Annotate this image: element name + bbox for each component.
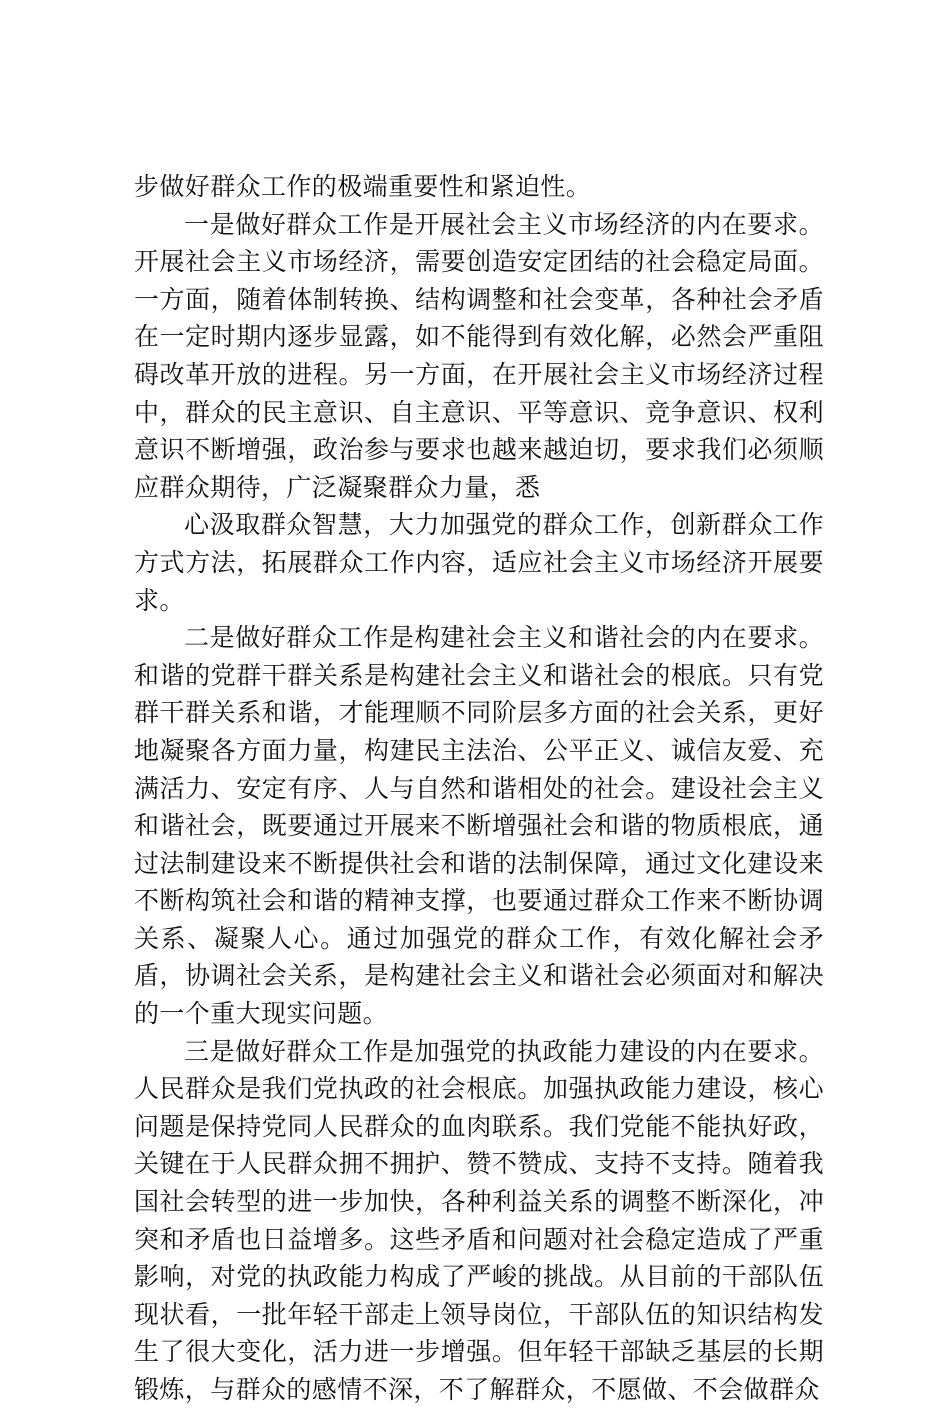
paragraph-market-economy: 一是做好群众工作是开展社会主义市场经济的内在要求。开展社会主义市场经济，需要创造安定团结的社会稳定局面。一方面，随着体制转换、结构调整和社会变革，各种社会矛盾在一定时期内逐步显露，如不能得到有效化解，必然会严重阻碍改革开放的进程。另一方面，在开展社会主义市场经济过程中，群众的民主意识、自主意识、平等意识、竞争意识、权利意识不断增强，政治参与要求也越来越迫切，要求我们必须顺应群众期待，广泛凝聚群众力量，悉 [134,209,824,502]
paragraph-continuation: 步做好群众工作的极端重要性和紧迫性。 [134,172,592,201]
paragraph-harmonious-society: 二是做好群众工作是构建社会主义和谐社会的内在要求。和谐的党群干群关系是构建社会主义和谐社会的根底。只有党群干群关系和谐，才能理顺不同阶层多方面的社会关系，更好地凝聚各方面力量，构建民主法治、公平正义、诚信友爱、充满活力、安定有序、人与自然和谐相处的社会。建设社会主义和谐社会，既要通过开展来不断增强社会和谐的物质根底，通过法制建设来不断提供社会和谐的法制保障，通过文化建设来不断构筑社会和谐的精神支撑，也要通过群众工作来不断协调关系、凝聚人心。通过加强党的群众工作，有效化解社会矛盾，协调社会关系，是构建社会主义和谐社会必须面对和解决的一个重大现实问题。 [134,623,824,1029]
paragraph-governing-capacity: 三是做好群众工作是加强党的执政能力建设的内在要求。人民群众是我们党执政的社会根底。加强执政能力建设，核心问题是保持党同人民群众的血肉联系。我们党能不能执好政，关键在于人民群众拥不拥护、赞不赞成、支持不支持。随着我国社会转型的进一步加快，各种利益关系的调整不断深化，冲突和矛盾也日益增多。这些矛盾和问题对社会稳定造成了严重影响，对党的执政能力构成了严峻的挑战。从目前的干部队伍现状看，一批年轻干部走上领导岗位，干部队伍的知识结构发生了很大变化，活力进一步增强。但年轻干部缺乏基层的长期锻炼，与群众的感情不深，不了解群众，不愿做、不会做群众 [134,1036,824,1404]
body-text [134,168,824,1409]
paragraph-market-economy-continued: 心汲取群众智慧，大力加强党的群众工作，创新群众工作方式方法，拓展群众工作内容，适应社会主义市场经济开展要求。 [134,510,824,615]
